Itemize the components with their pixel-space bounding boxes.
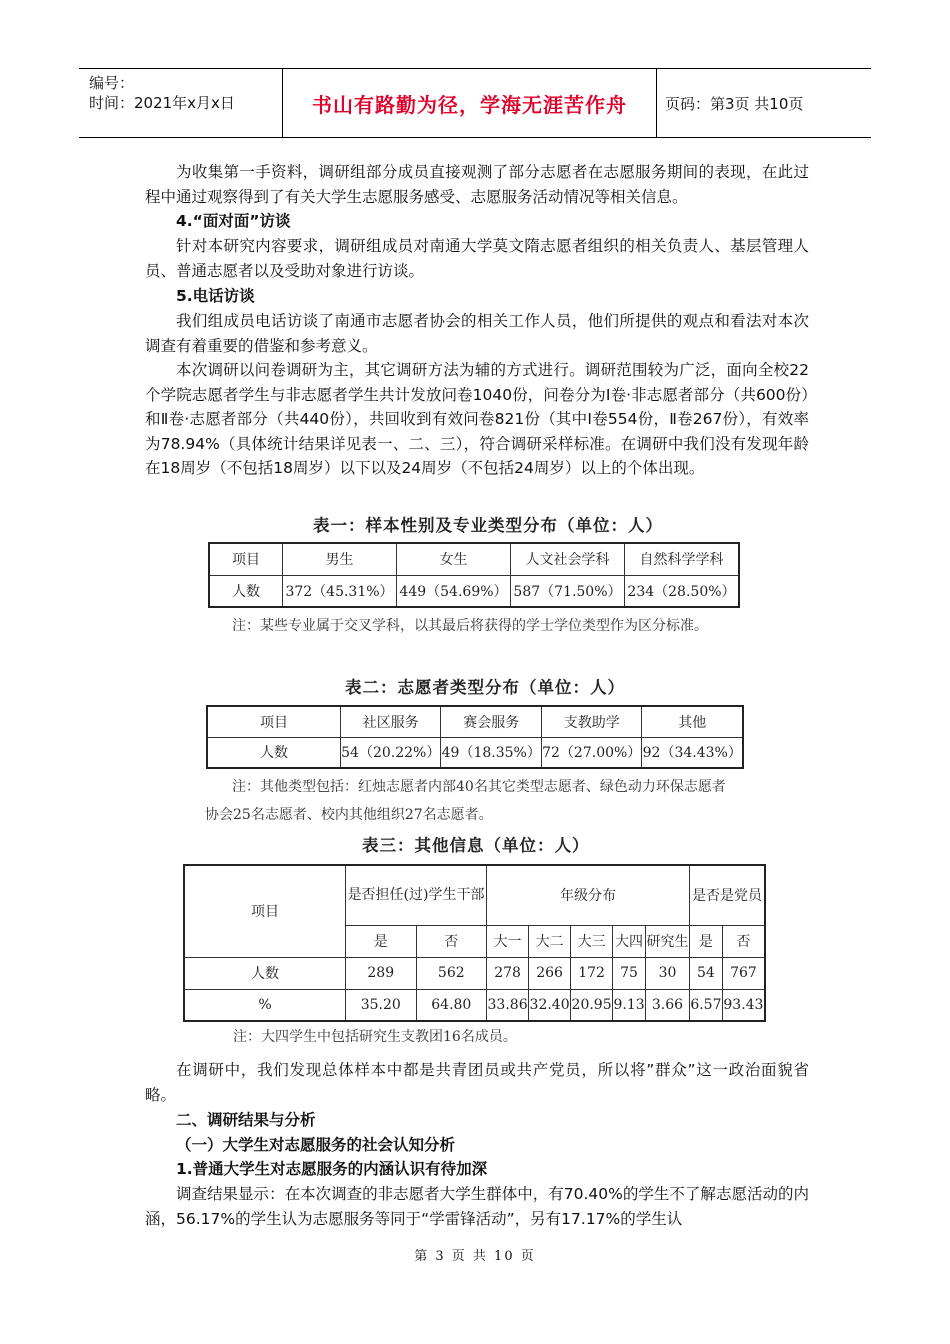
table1-cell: 人数 <box>209 575 283 607</box>
table2-cell: 54（20.22%） <box>341 737 441 768</box>
table3-cell: 6.57 <box>689 989 722 1021</box>
table3-subheader: 大二 <box>529 925 571 957</box>
table3-caption: 表三：其他信息（单位：人） <box>362 836 590 855</box>
table1-note: 注：某些专业属于交叉学科，以其最后将获得的学士学位类型作为区分标准。 <box>232 618 708 634</box>
table2-note-line: 协会25名志愿者、校内其他组织27名志愿者。 <box>205 807 493 823</box>
table3-cell: 289 <box>346 957 417 989</box>
section-heading-results: 二、调研结果与分析 <box>176 1111 316 1129</box>
table3-subheader: 大四 <box>613 925 646 957</box>
table2-note-line: 注：其他类型包括：红烛志愿者内部40名其它类型志愿者、绿色动力环保志愿者 <box>232 779 726 795</box>
header-page-label: 页码：第3页 共10页 <box>665 95 804 113</box>
subsection-heading: （一）大学生对志愿服务的社会认知分析 <box>176 1136 456 1154</box>
table2-header: 其他 <box>642 706 743 737</box>
table3-row-label: 人数 <box>184 957 346 989</box>
table3-subheader: 否 <box>416 925 487 957</box>
table3-row-label: % <box>184 989 346 1021</box>
header-left <box>89 73 235 113</box>
table3-cell: 64.80 <box>416 989 487 1021</box>
paragraph-findings: 调查结果显示：在本次调查的非志愿者大学生群体中，有70.40%的学生不了解志愿活动的内涵，56.17%的学生认为志愿服务等同于“学雷锋活动”，另有17.17%的学生认 <box>145 1185 809 1228</box>
table3-cell: 32.40 <box>529 989 571 1021</box>
table1-header: 项目 <box>209 543 283 575</box>
table2-header: 支教助学 <box>541 706 641 737</box>
table3-subheader: 否 <box>722 925 765 957</box>
table3-cell: 20.95 <box>571 989 613 1021</box>
table3-subheader: 是 <box>346 925 417 957</box>
table2-cell: 92（34.43%） <box>642 737 743 768</box>
table1 <box>208 542 740 608</box>
table1-cell: 449（54.69%） <box>396 575 510 607</box>
table3-cell: 767 <box>722 957 765 989</box>
page-header <box>79 68 871 138</box>
table3-cell: 3.66 <box>646 989 690 1021</box>
heading-phone-interview: 5.电话访谈 <box>176 287 255 305</box>
table2-note <box>205 773 726 829</box>
table3-cell: 9.13 <box>613 989 646 1021</box>
paragraph-interview: 针对本研究内容要求，调研组成员对南通大学莫文隋志愿者组织的相关负责人、基层管理人员、普通志愿者以及受助对象进行访谈。 <box>145 237 809 280</box>
table3-cell: 33.86 <box>487 989 529 1021</box>
table2-header: 社区服务 <box>341 706 441 737</box>
table2-cell: 72（27.00%） <box>541 737 641 768</box>
table1-header: 男生 <box>283 543 397 575</box>
table3-subheader: 大三 <box>571 925 613 957</box>
table3-item-header: 项目 <box>184 865 346 957</box>
table3-subheader: 研究生 <box>646 925 690 957</box>
header-id-label: 编号： <box>89 74 135 92</box>
table1-cell: 587（71.50%） <box>510 575 624 607</box>
table3-cell: 266 <box>529 957 571 989</box>
table3-cell: 30 <box>646 957 690 989</box>
table3-subheader: 是 <box>689 925 722 957</box>
table1-cell: 234（28.50%） <box>624 575 739 607</box>
table3-cell: 562 <box>416 957 487 989</box>
table3-cell: 278 <box>487 957 529 989</box>
table3-party-header: 是否是党员 <box>689 865 765 925</box>
page-footer: 第 3 页 共 10 页 <box>414 1249 536 1264</box>
table1-cell: 372（45.31%） <box>283 575 397 607</box>
table3 <box>183 864 766 1022</box>
table3-cell: 172 <box>571 957 613 989</box>
table3-cell: 93.43 <box>722 989 765 1021</box>
heading-connotation: 1.普通大学生对志愿服务的内涵认识有待加深 <box>176 1160 488 1178</box>
table3-note: 注：大四学生中包括研究生支教团16名成员。 <box>233 1029 517 1045</box>
heading-face-to-face: 4.“面对面”访谈 <box>176 212 291 230</box>
table3-cell: 54 <box>689 957 722 989</box>
paragraph-phone: 我们组成员电话访谈了南通市志愿者协会的相关工作人员，他们所提供的观点和看法对本次调查有着重要的借鉴和参考意义。 <box>145 312 809 355</box>
paragraph-observation: 为收集第一手资料，调研组部分成员直接观测了部分志愿者在志愿服务期间的表现，在此过程中通过观察得到了有关大学生志愿服务感受、志愿服务活动情况等相关信息。 <box>145 163 809 206</box>
table3-subheader: 大一 <box>487 925 529 957</box>
table2-cell: 49（18.35%） <box>441 737 541 768</box>
table3-cadre-header: 是否担任(过)学生干部 <box>346 865 487 925</box>
table1-header: 女生 <box>396 543 510 575</box>
table1-header: 人文社会学科 <box>510 543 624 575</box>
paragraph-survey: 本次调研以问卷调研为主，其它调研方法为辅的方式进行。调研范围较为广泛，面向全校22个学院志愿者学生与非志愿者学生共计发放问卷1040份，问卷分为Ⅰ卷·非志愿者部分（共600份）和Ⅱ卷·志愿者部分（共440份），共回收到有效问卷821份（其中Ⅰ卷554份，Ⅱ卷267份），有效率为78.94%（具体统计结果详见表一、二、三），符合调研采样标准。在调研中我们没有发现年龄在18周岁（不包括18周岁）以下以及24周岁（不包括24周岁）以上的个体出现。 <box>145 361 809 477</box>
header-time-label: 时间：2021年x月x日 <box>89 94 235 112</box>
table2-header: 项目 <box>207 706 341 737</box>
table2 <box>206 705 744 769</box>
table1-caption: 表一：样本性别及专业类型分布（单位：人） <box>313 516 663 535</box>
header-motto: 书山有路勤为径，学海无涯苦作舟 <box>312 93 627 117</box>
table2-header: 赛会服务 <box>441 706 541 737</box>
header-divider <box>656 69 657 137</box>
table3-grade-header: 年级分布 <box>487 865 690 925</box>
paragraph-political: 在调研中，我们发现总体样本中都是共青团员或共产党员，所以将”群众”这一政治面貌省略。 <box>145 1061 809 1104</box>
table2-caption: 表二：志愿者类型分布（单位：人） <box>345 678 625 697</box>
table3-cell: 35.20 <box>346 989 417 1021</box>
table1-header: 自然科学学科 <box>624 543 739 575</box>
table3-cell: 75 <box>613 957 646 989</box>
table2-cell: 人数 <box>207 737 341 768</box>
